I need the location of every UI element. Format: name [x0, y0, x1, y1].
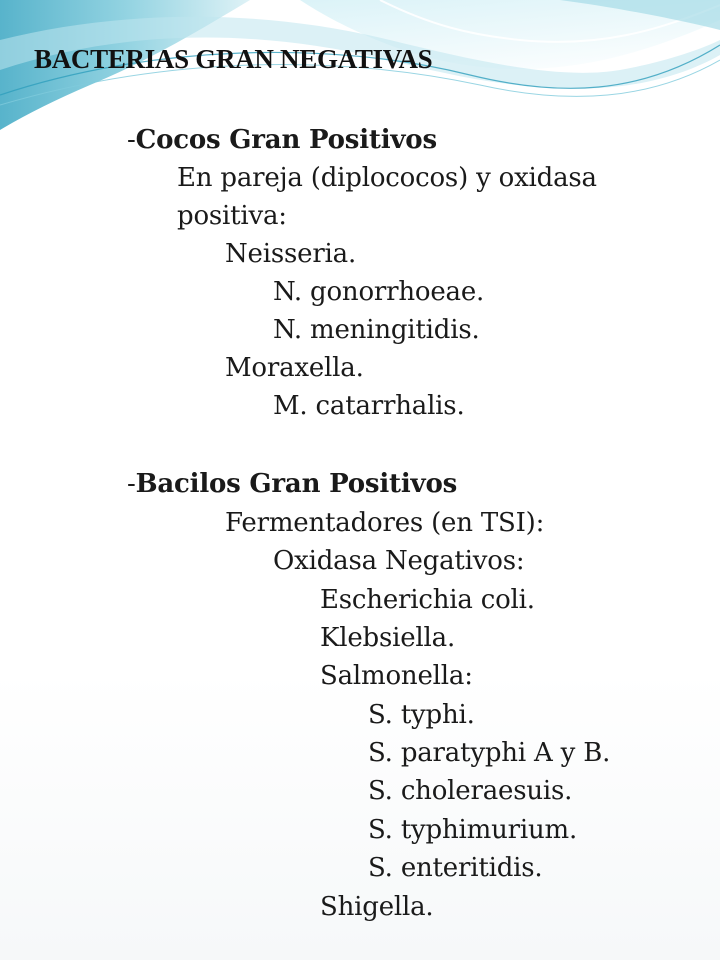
genus-neisseria: Neisseria.: [225, 239, 357, 269]
heading-dash: -: [127, 125, 136, 155]
species-s-choleraesuis: S. choleraesuis.: [368, 776, 573, 806]
section-heading-cocos: [127, 121, 437, 159]
description-line-continued: positiva:: [177, 201, 287, 231]
species-n-meningitidis: N. meningitidis.: [273, 315, 480, 345]
heading-text: Bacilos Gran Positivos: [135, 469, 458, 499]
genus-shigella: Shigella.: [320, 892, 434, 922]
species-m-catarrhalis: M. catarrhalis.: [273, 391, 465, 421]
group-fermentadores: Fermentadores (en TSI):: [225, 508, 545, 538]
genus-escherichia: Escherichia coli.: [320, 585, 535, 615]
species-s-enteritidis: S. enteritidis.: [368, 853, 543, 883]
genus-moraxella: Moraxella.: [225, 353, 364, 383]
heading-dash: -: [127, 469, 136, 499]
species-s-typhi: S. typhi.: [368, 700, 475, 730]
species-s-paratyphi: S. paratyphi A y B.: [368, 738, 611, 768]
species-s-typhimurium: S. typhimurium.: [368, 815, 578, 845]
genus-klebsiella: Klebsiella.: [320, 623, 456, 653]
slide-title: BACTERIAS GRAN NEGATIVAS: [34, 44, 433, 74]
subgroup-oxidasa-negativos: Oxidasa Negativos:: [273, 546, 525, 576]
description-line: En pareja (diplococos) y oxidasa: [177, 163, 597, 193]
heading-text: Cocos Gran Positivos: [135, 125, 437, 155]
species-n-gonorrhoeae: N. gonorrhoeae.: [273, 277, 485, 307]
section-heading-bacilos: [127, 465, 457, 503]
genus-salmonella: Salmonella:: [320, 661, 473, 691]
